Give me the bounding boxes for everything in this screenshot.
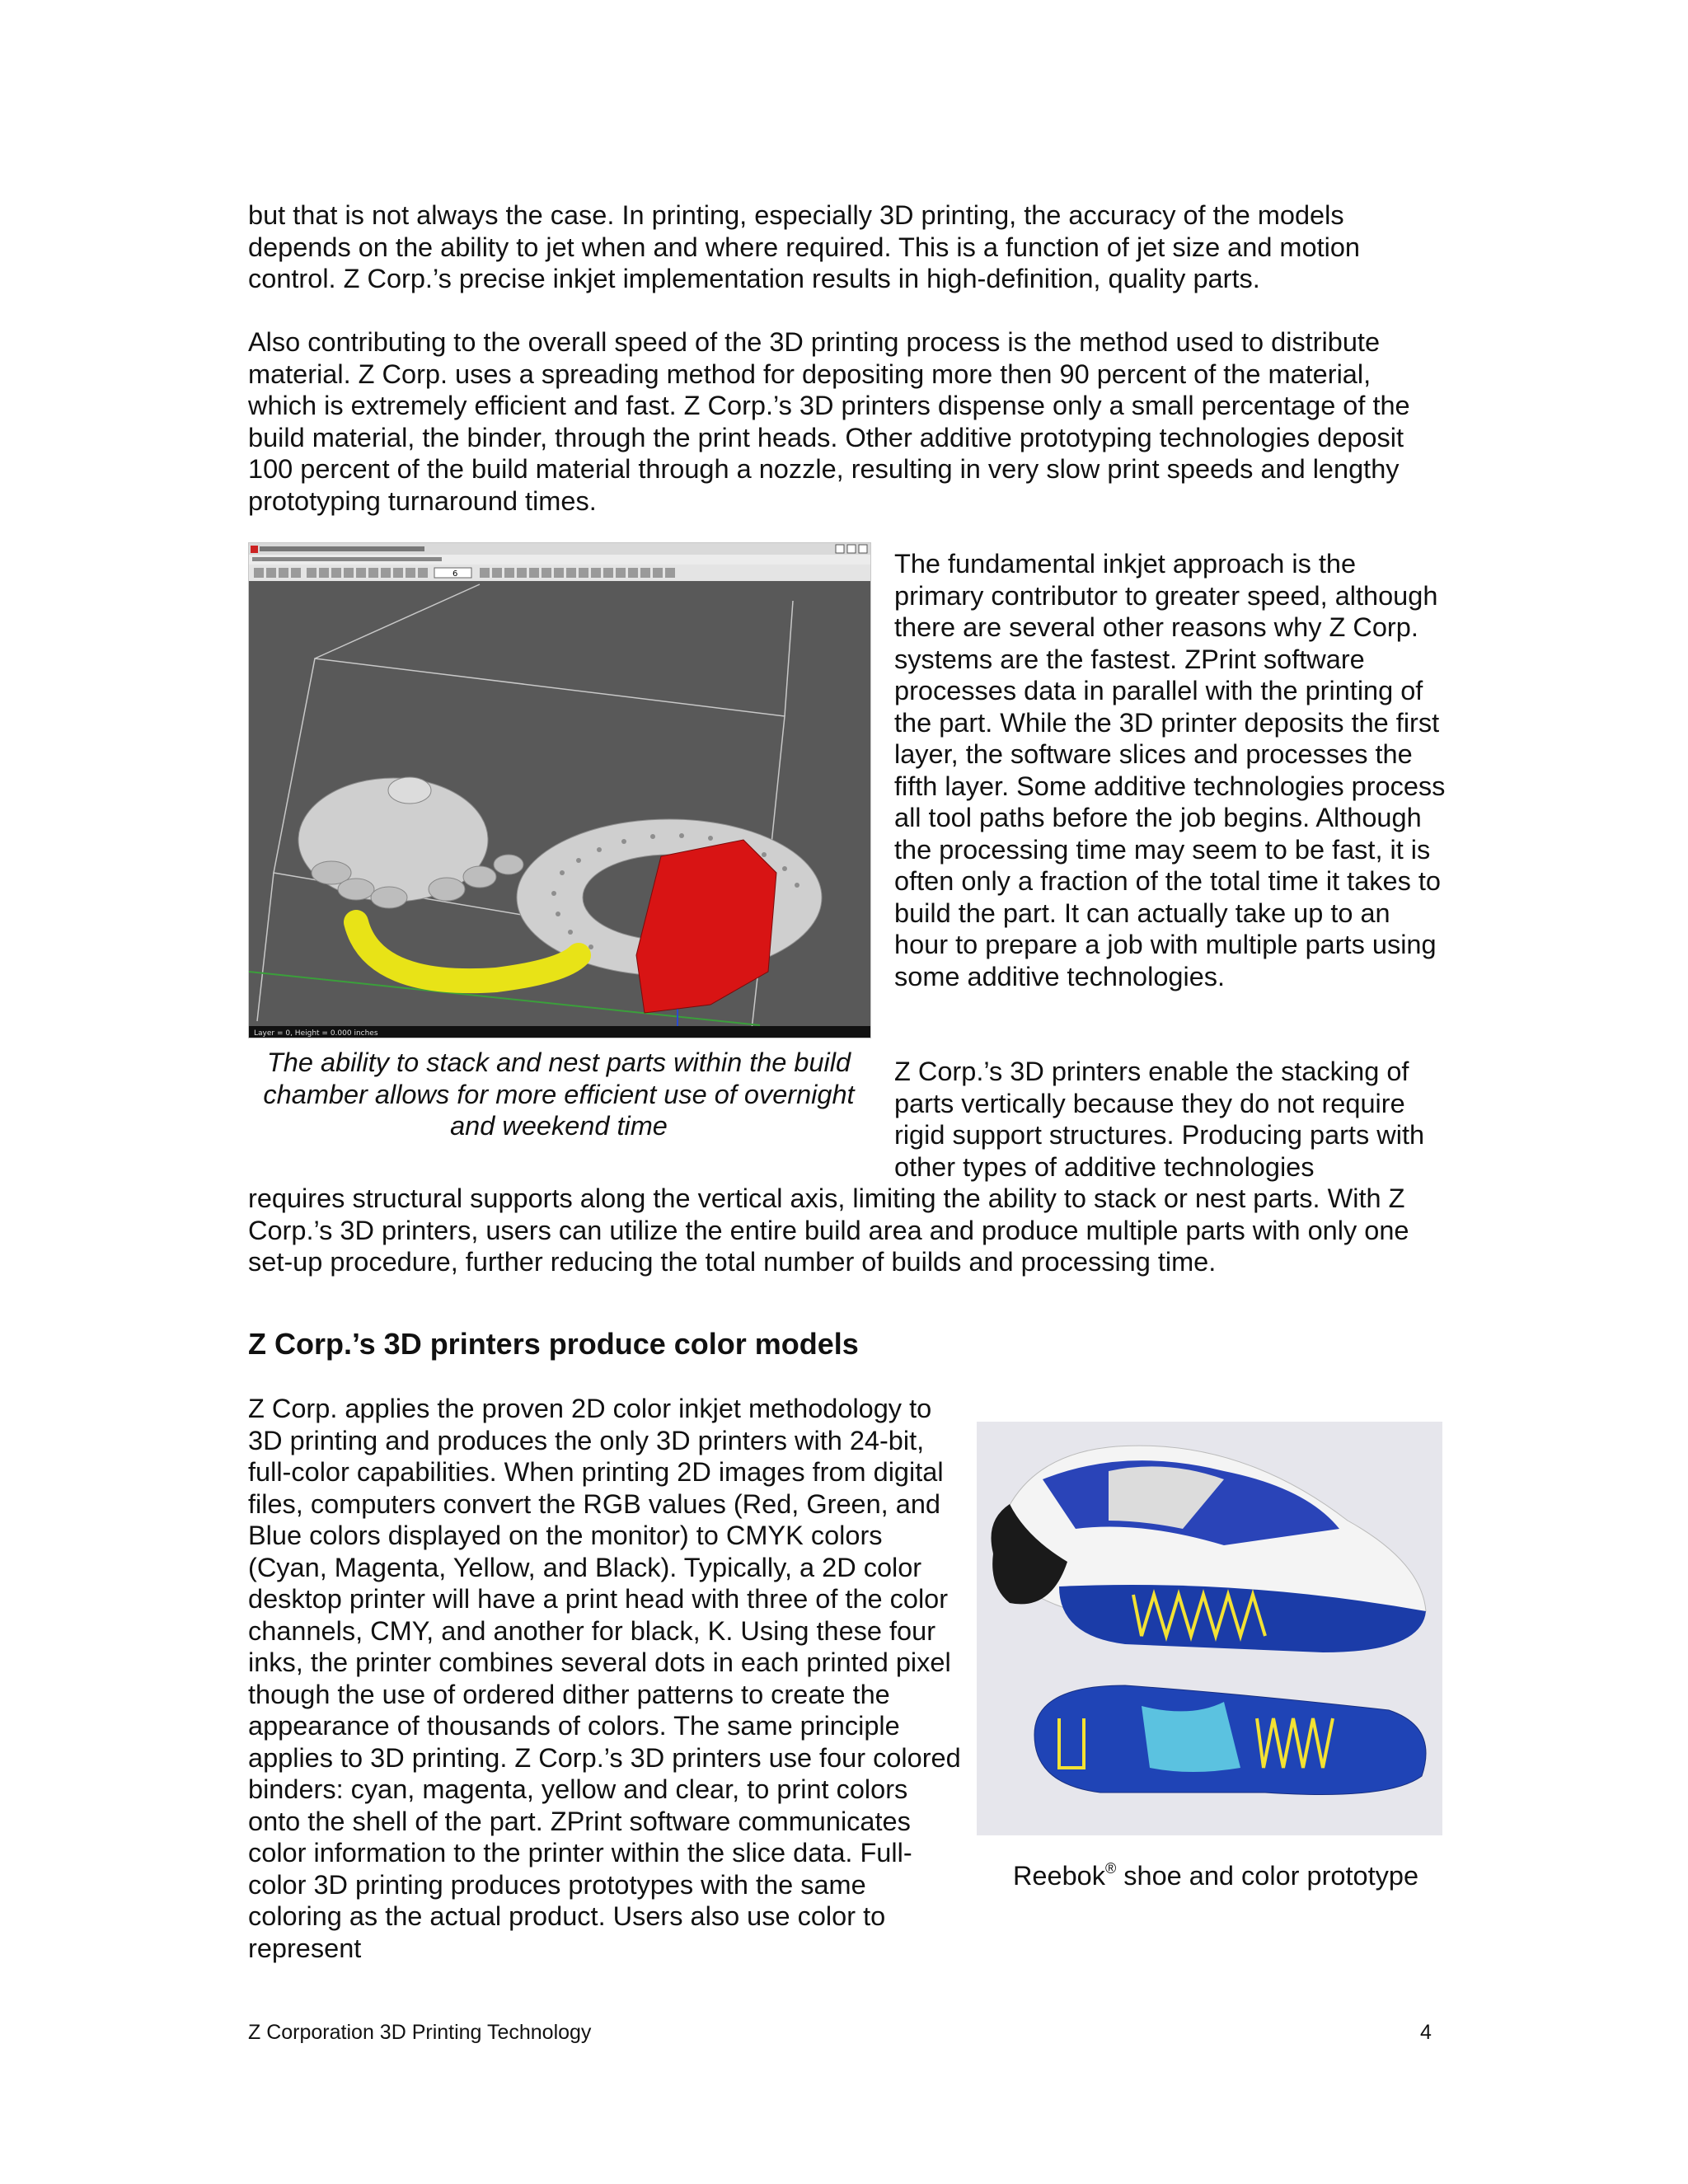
- figure-1-caption: The ability to stack and nest parts within the build chamber allows for more efficient use of overnight and weekend time: [263, 1047, 855, 1141]
- body-paragraph-2: Also contributing to the overall speed of the 3D printing process is the method used to distribute material. Z Corp. uses a spreading method for depositing more then 90 percent of the material, which is extremely efficient and fast. Z Corp.’s 3D printers dispense only a small percentage of the build material, the binder, through the print heads. Other additive prototyping technologies deposit 100 percent of the build material through a nozzle, resulting in very slow print speeds and lengthy prototyping turnaround times.: [248, 327, 1410, 516]
- zprint-screenshot-figure: [248, 542, 871, 1038]
- status-bar-text: Layer = 0, Height = 0.000 inches: [254, 1029, 378, 1038]
- page-number: 4: [1420, 2021, 1432, 2044]
- caption-rest: shoe and color prototype: [1116, 1861, 1419, 1891]
- zprint-screenshot-image: [249, 543, 870, 1038]
- section-heading: Z Corp.’s 3D printers produce color models: [248, 1327, 859, 1361]
- footer-left: Z Corporation 3D Printing Technology: [248, 2021, 592, 2044]
- body-paragraph-1: but that is not always the case. In printing, especially 3D printing, the accuracy of the models depends on the ability to jet when and where required. This is a function of jet size and motion control. Z Corp.’s precise inkjet implementation results in high-definition, quality parts.: [248, 200, 1360, 293]
- caption-brand: Reebok: [1012, 1861, 1105, 1891]
- registered-mark: ®: [1104, 1860, 1117, 1877]
- body-paragraph-5: Z Corp. applies the proven 2D color inkjet methodology to 3D printing and produces the only 3D printers with 24-bit, full-color capabilities. When printing 2D images from digital files, computers convert the RGB values (Red, Green, and Blue colors displayed on the monitor) to CMYK colors (Cyan, Magenta, Yellow, and Black). Typically, a 2D color desktop printer will have a print head with three of the color channels, CMY, and another for black, K. Using these four inks, the printer combines several dots in each printed pixel though the use of ordered dither patterns to create the appearance of thousands of colors. The same principle applies to 3D printing. Z Corp.’s 3D printers use four colored binders: cyan, magenta, yellow and clear, to print colors onto the shell of the part. ZPrint software communicates color information to the printer within the slice data. Full-color 3D printing produces prototypes with the same coloring as the actual product. Users also use color to represent: [248, 1394, 961, 1963]
- figure-2-caption: [997, 1860, 1434, 1892]
- body-paragraph-3: The fundamental inkjet approach is the primary contributor to greater speed, although there are several other reasons why Z Corp. systems are the fastest. ZPrint software processes data in parallel with the printing of the part. While the 3D printer deposits the first layer, the software slices and processes the fifth layer. Some additive technologies process all tool paths before the job begins. Although the processing time may seem to be fast, it is often only a fraction of the total time it takes to build the part. It can actually take up to an hour to prepare a job with multiple parts using some additive technologies.: [894, 549, 1446, 991]
- body-paragraph-4-column: Z Corp.’s 3D printers enable the stacking of parts vertically because they do not require rigid support structures. Producing parts with other types of additive technologies: [894, 1057, 1425, 1182]
- shoe-photo-image: [977, 1422, 1442, 1835]
- shoe-photo-figure: [977, 1422, 1442, 1835]
- toolbar-value: 6: [452, 569, 458, 579]
- body-paragraph-4-continued: requires structural supports along the vertical axis, limiting the ability to stack or nest parts. With Z Corp.’s 3D printers, users can utilize the entire build area and produce multiple parts with only one set-up procedure, further reducing the total number of builds and processing time.: [248, 1183, 1409, 1277]
